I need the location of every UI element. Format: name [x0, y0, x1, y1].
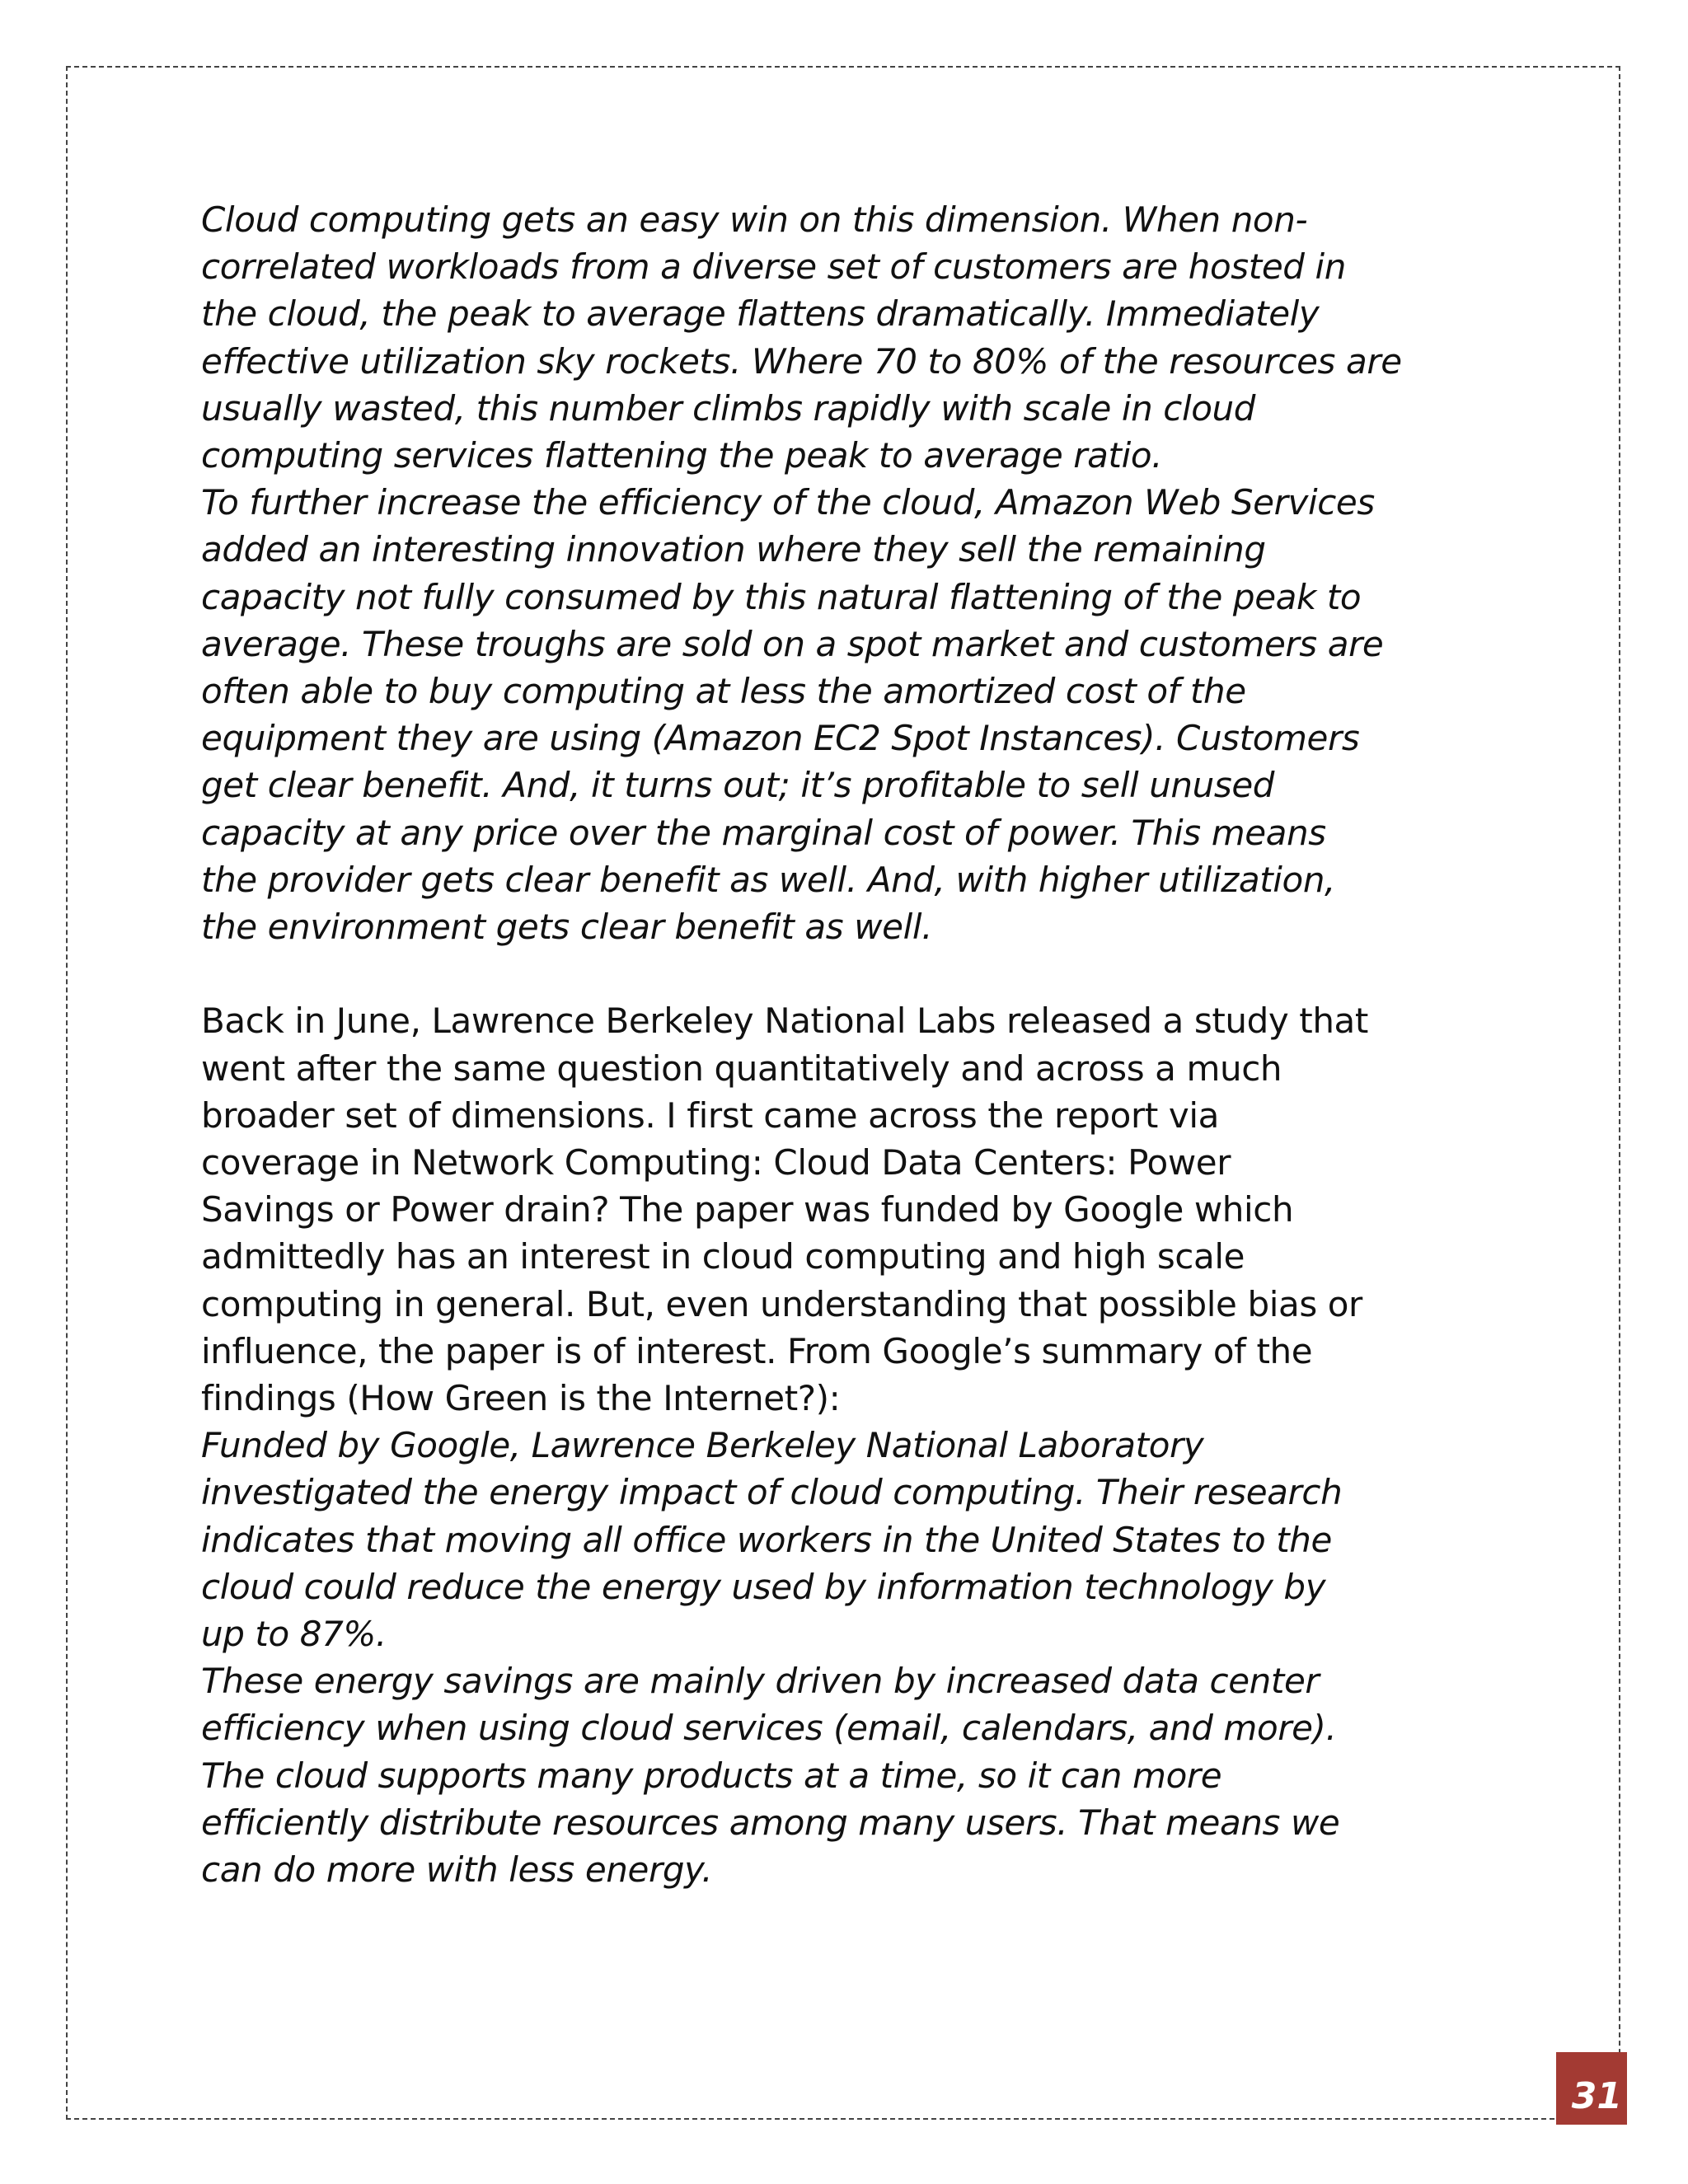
text-line: Back in June, Lawrence Berkeley National Labs released a study that	[201, 1001, 1368, 1042]
text-line: Savings or Power drain? The paper was funded by Google which	[201, 1189, 1294, 1230]
text-line: broader set of dimensions. I first came across the report via	[201, 1094, 1219, 1136]
paragraph-google-quote-2	[201, 1657, 1503, 1893]
text-line: To further increase the efficiency of the cloud, Amazon Web Services	[201, 482, 1375, 523]
paragraph-google-quote-1	[201, 1422, 1503, 1657]
text-line: admittedly has an interest in cloud computing and high scale	[201, 1236, 1245, 1277]
text-line: computing services flattening the peak to average ratio.	[201, 435, 1163, 476]
text-line: computing in general. But, even understanding that possible bias or	[201, 1283, 1362, 1324]
text-line: usually wasted, this number climbs rapidly with scale in cloud	[201, 387, 1256, 429]
text-line: can do more with less energy.	[201, 1849, 713, 1891]
text-line: up to 87%.	[201, 1614, 387, 1655]
text-line: findings (How Green is the Internet?):	[201, 1378, 841, 1419]
text-line: Cloud computing gets an easy win on this dimension. When non-	[201, 199, 1308, 240]
text-line: the provider gets clear benefit as well. And, with higher utilization,	[201, 859, 1336, 900]
text-line: Funded by Google, Lawrence Berkeley National Laboratory	[201, 1425, 1204, 1466]
text-line: efficiency when using cloud services (email, calendars, and more).	[201, 1708, 1337, 1749]
text-line: cloud could reduce the energy used by information technology by	[201, 1566, 1326, 1607]
paragraph-spacer	[201, 950, 1503, 997]
page-number-badge: 31	[1556, 2052, 1627, 2125]
text-line: correlated workloads from a diverse set of customers are hosted in	[201, 246, 1346, 288]
paragraph-aws-spot	[201, 479, 1503, 950]
text-line: average. These troughs are sold on a spot market and customers are	[201, 623, 1384, 664]
paragraph-cloud-win	[201, 196, 1503, 479]
text-line: The cloud supports many products at a time, so it can more	[201, 1755, 1222, 1796]
text-line: the cloud, the peak to average flattens dramatically. Immediately	[201, 293, 1320, 335]
text-line: added an interesting innovation where they sell the remaining	[201, 529, 1266, 570]
text-line: capacity not fully consumed by this natural flattening of the peak to	[201, 576, 1362, 617]
text-line: indicates that moving all office workers in the United States to the	[201, 1519, 1332, 1560]
text-line: coverage in Network Computing: Cloud Data Centers: Power	[201, 1142, 1231, 1183]
text-line: influence, the paper is of interest. From Google’s summary of the	[201, 1330, 1313, 1371]
page-content	[201, 196, 1503, 1893]
text-line: equipment they are using (Amazon EC2 Spot Instances). Customers	[201, 718, 1360, 759]
text-line: often able to buy computing at less the amortized cost of the	[201, 671, 1246, 712]
text-line: These energy savings are mainly driven by increased data center	[201, 1661, 1320, 1702]
text-line: went after the same question quantitatively and across a much	[201, 1047, 1282, 1089]
text-line: get clear benefit. And, it turns out; it’s profitable to sell unused	[201, 765, 1275, 806]
paragraph-lbnl-study	[201, 997, 1503, 1422]
text-line: capacity at any price over the marginal cost of power. This means	[201, 812, 1326, 853]
text-line: investigated the energy impact of cloud computing. Their research	[201, 1472, 1343, 1513]
text-line: effective utilization sky rockets. Where 70 to 80% of the resources are	[201, 340, 1402, 382]
text-line: efficiently distribute resources among many users. That means we	[201, 1802, 1340, 1843]
text-line: the environment gets clear benefit as well.	[201, 907, 933, 948]
